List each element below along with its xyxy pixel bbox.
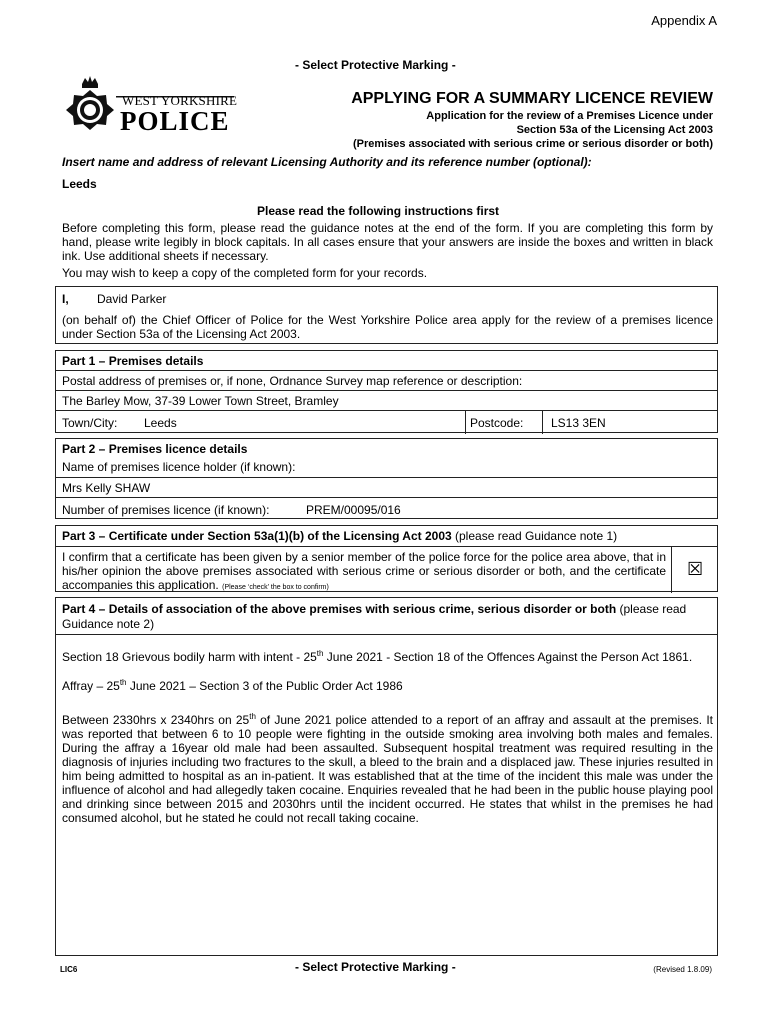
applicant-name[interactable]: David Parker (97, 292, 167, 306)
part1-town-label: Town/City: (62, 416, 118, 430)
part4-details-area[interactable] (56, 634, 717, 955)
logo-bottom-text: POLICE (120, 106, 230, 136)
protective-marking-top[interactable]: - Select Protective Marking - (295, 58, 456, 72)
page-title: APPLYING FOR A SUMMARY LICENCE REVIEW (351, 90, 713, 107)
appendix-label: Appendix A (651, 13, 717, 28)
part2-heading: Part 2 – Premises licence details (62, 442, 248, 456)
part1-address-label: Postal address of premises or, if none, Ordnance Survey map reference or description: (62, 374, 523, 388)
part3-confirm-small: (Please ‘check’ the box to confirm) (222, 584, 329, 591)
part2-number-value[interactable]: PREM/00095/016 (306, 503, 401, 517)
part1-box (55, 350, 718, 433)
part2-number-label: Number of premises licence (if known): (62, 503, 270, 517)
part4-offence-1: Section 18 Grievous bodily harm with intent - 25th June 2021 - Section 18 of the Offences Against the Person Act 1861. (62, 649, 693, 664)
part1-heading: Part 1 – Premises details (62, 354, 204, 368)
part2-holder-label: Name of premises licence holder (if known): (62, 460, 296, 474)
instructions-copy-note: You may wish to keep a copy of the completed form for your records. (62, 266, 428, 280)
part3-confirm-text: I confirm that a certificate has been given by a senior member of the police force for the police area above, that in his/her opinion the above premises associated with serious crime or serious disorder or both, and the certificate accompanies this application. (Please ‘check’ the box to confirm) (62, 550, 666, 592)
part4-heading-note: (please read Guidance note 2) (62, 602, 687, 631)
form-code: LIC6 (60, 965, 78, 974)
applicant-box (55, 286, 718, 344)
part4-narrative: Between 2330hrs x 2340hrs on 25th of June 2021 police attended to a report of an affray and assault at the premises. It was reported that between 6 to 10 people were fighting in the outside smoking area involving both males and females. During the affray a 16year old male had been assaulted. Subsequent hospital treatment was required resulting in the diagnosis of injuries including two fractures to the skull, a bleed to the brain and a displaced jaw. These injuries resulted in him being admitted to hospital as an in-patient. It was established that at the time of the incident this male was under the influence of alcohol and had allegedly taken cocaine. Enquiries revealed that he had been in the public house playing pool and drinking since between 2015 and 2030hrs until the incident occurred. He states that whilst in the premises he had consumed alcohol, but he stated he could not recall taking cocaine. (62, 712, 714, 825)
subtitle-line-2: Section 53a of the Licensing Act 2003 (516, 124, 713, 136)
subtitle-line-1: Application for the review of a Premises Licence under (426, 110, 713, 122)
revised-date: (Revised 1.8.09) (653, 965, 712, 974)
part1-postcode-value[interactable]: LS13 3EN (551, 416, 606, 430)
logo-top-text: WEST YORKSHIRE (122, 93, 238, 108)
part4-heading: Part 4 – Details of association of the above premises with serious crime, serious disorder or both (62, 602, 617, 616)
authority-label: Insert name and address of relevant Licensing Authority and its reference number (optional): (62, 155, 592, 169)
police-badge-icon (66, 76, 114, 130)
part3-heading: Part 3 – Certificate under Section 53a(1)(b) of the Licensing Act 2003 (62, 529, 452, 543)
instructions-body: Before completing this form, please read the guidance notes at the end of the form. If you are completing this form by hand, please write legibly in block capitals. In all cases ensure that your answers are inside the boxes and written in black ink. Use additional sheets if necessary. (62, 221, 713, 263)
part1-postcode-label: Postcode: (470, 416, 524, 430)
protective-marking-bottom[interactable]: - Select Protective Marking - (295, 960, 456, 974)
part2-holder-value[interactable]: Mrs Kelly SHAW (62, 481, 151, 495)
applicant-statement: (on behalf of) the Chief Officer of Police for the West Yorkshire Police area apply for the review of a premises licence under Section 53a of the Licensing Act 2003. (62, 313, 713, 341)
part3-box (55, 525, 718, 592)
subtitle-line-3: (Premises associated with serious crime or serious disorder or both) (352, 138, 713, 150)
part3-checkbox[interactable]: ☒ (687, 559, 704, 579)
part2-box (55, 438, 718, 519)
applicant-i-label: I, (62, 292, 69, 306)
instructions-heading: Please read the following instructions first (257, 204, 500, 218)
part4-box (55, 597, 718, 956)
part1-town-value[interactable]: Leeds (144, 416, 177, 430)
part1-address-value[interactable]: The Barley Mow, 37-39 Lower Town Street, Bramley (62, 394, 339, 408)
part4-offence-2: Affray – 25th June 2021 – Section 3 of the Public Order Act 1986 (62, 678, 403, 693)
part3-heading-note: (please read Guidance note 1) (455, 529, 618, 543)
authority-value[interactable]: Leeds (62, 177, 97, 191)
